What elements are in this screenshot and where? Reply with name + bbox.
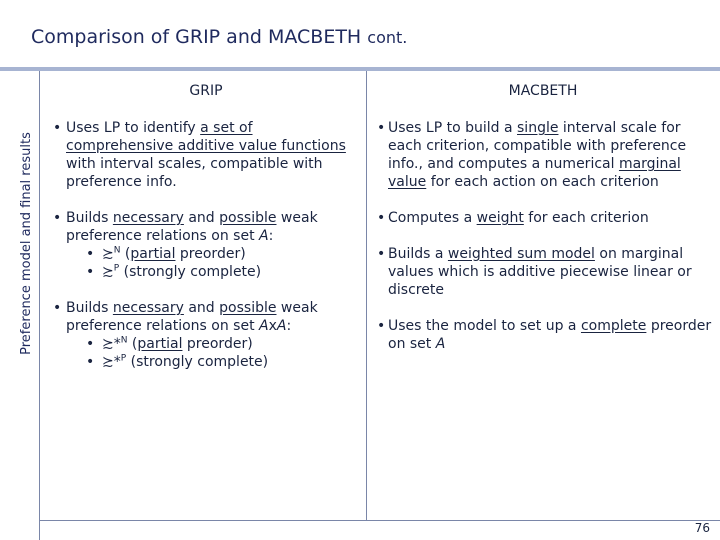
side-label-text: Preference model and final results [18, 131, 34, 355]
underlined-term: necessary [112, 210, 184, 226]
grip-bullet-2 [50, 209, 362, 281]
text-segment: A [259, 228, 269, 244]
superscript: N [120, 335, 128, 346]
grip-bullet-3 [50, 299, 362, 371]
text-segment: and [183, 210, 220, 226]
side-label [16, 71, 36, 415]
text-segment: ≿ [102, 246, 114, 262]
text-segment: ≿* [102, 336, 121, 352]
grip-column [50, 82, 362, 389]
underlined-term: complete [580, 318, 647, 334]
text-segment: ≿ [102, 264, 114, 280]
text-segment: A [435, 336, 446, 352]
underlined-term: a set of comprehensive additive value functions [66, 120, 346, 154]
text-segment: and [183, 300, 220, 316]
bottom-divider [39, 520, 720, 521]
text-segment: ( [127, 336, 138, 352]
underlined-term: weighted sum model [447, 246, 595, 262]
sub-bullet [66, 353, 362, 371]
text-segment: preorder) [175, 246, 246, 262]
superscript: P [120, 353, 127, 364]
underlined-term: partial [137, 336, 183, 352]
text-segment: ( [120, 246, 131, 262]
superscript: P [113, 263, 120, 274]
text-segment: : [286, 318, 292, 334]
bullet-text [388, 119, 713, 191]
page-number: 76 [694, 521, 710, 535]
title-divider [0, 67, 720, 71]
macbeth-bullet-4 [373, 317, 713, 353]
grip-bullet-list [50, 119, 362, 371]
text-segment: A [259, 318, 269, 334]
text-segment: Uses LP to build a [388, 120, 518, 136]
text-segment: : [268, 228, 274, 244]
text-segment: Uses LP to identify [66, 120, 201, 136]
underlined-term: marginal value [388, 156, 681, 190]
underlined-term: possible [219, 300, 277, 316]
text-segment: (strongly complete) [119, 264, 262, 280]
slide-title-main: Comparison of GRIP and MACBETH [31, 26, 362, 48]
text-segment: for each action on each criterion [426, 174, 659, 190]
macbeth-bullet-1 [373, 119, 713, 191]
text-segment: ≿* [102, 354, 121, 370]
text-segment: weak preference relations on set [66, 300, 318, 334]
side-divider [39, 71, 40, 540]
text-segment: Builds [66, 300, 113, 316]
column-divider [366, 71, 367, 521]
slide-title-suffix: cont. [367, 28, 408, 47]
macbeth-bullet-2 [373, 209, 713, 227]
macbeth-bullet-list [373, 119, 713, 353]
bullet-text [388, 209, 713, 227]
text-segment: x [268, 318, 277, 334]
bullet-text [388, 245, 713, 299]
underlined-term: single [517, 120, 559, 136]
text-segment: A [276, 318, 287, 334]
text-segment: preorder on set [388, 318, 712, 352]
sub-bullet [66, 263, 362, 281]
sub-bullet [66, 335, 362, 353]
grip-bullet-1 [50, 119, 362, 191]
macbeth-header: MACBETH [508, 83, 578, 99]
underlined-term: weight [476, 210, 524, 226]
sub-bullet-list [66, 335, 362, 371]
grip-header: GRIP [189, 83, 223, 99]
text-segment: Computes a [388, 210, 477, 226]
text-segment: weak preference relations on set [66, 210, 318, 244]
underlined-term: necessary [112, 300, 184, 316]
sub-bullet-list [66, 245, 362, 281]
bullet-text [388, 317, 713, 353]
text-segment: interval scale for each criterion, compatible with preference info., and computes a numerical [388, 120, 687, 172]
macbeth-bullet-3 [373, 245, 713, 299]
superscript: N [113, 245, 121, 256]
text-segment: Builds [66, 210, 113, 226]
macbeth-column [373, 82, 713, 371]
text-segment: on marginal values which is additive piecewise linear or discrete [388, 246, 692, 298]
text-segment: for each criterion [523, 210, 649, 226]
underlined-term: partial [130, 246, 176, 262]
text-segment: (strongly complete) [126, 354, 269, 370]
slide-title [31, 26, 407, 48]
bullet-text [66, 119, 362, 191]
text-segment: with interval scales, compatible with preference info. [66, 156, 323, 190]
text-segment: Builds a [388, 246, 448, 262]
sub-bullet [66, 245, 362, 263]
text-segment: Uses the model to set up a [388, 318, 581, 334]
text-segment: preorder) [182, 336, 253, 352]
bullet-text [66, 299, 362, 335]
underlined-term: possible [219, 210, 277, 226]
bullet-text [66, 209, 362, 245]
